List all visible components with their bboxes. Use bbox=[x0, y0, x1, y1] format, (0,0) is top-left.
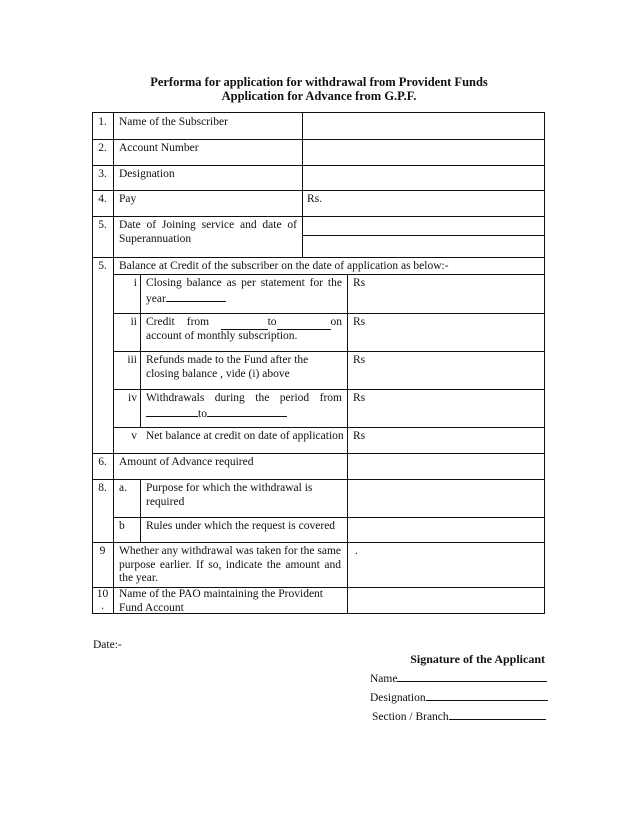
row-number: 4. bbox=[98, 193, 107, 205]
roman-numeral: iii bbox=[127, 354, 137, 366]
rule bbox=[92, 112, 545, 113]
blank-line bbox=[146, 406, 198, 417]
rule bbox=[113, 389, 545, 390]
row-number: 9 bbox=[99, 545, 106, 557]
row-number: 2. bbox=[98, 142, 107, 154]
sub-key: a. bbox=[119, 482, 127, 494]
application-form-table bbox=[92, 112, 545, 614]
name-blank-line[interactable] bbox=[397, 671, 547, 682]
refunds-label: Refunds made to the Fund after the closing balance , vide (i) above bbox=[146, 354, 309, 380]
row-number-suffix: . bbox=[101, 600, 104, 612]
row-number: 5. bbox=[98, 219, 107, 231]
sub-key: b bbox=[119, 520, 125, 532]
rule bbox=[92, 479, 545, 480]
name-label: Name bbox=[370, 673, 398, 685]
rule bbox=[140, 274, 141, 427]
pao-label: Name of the PAO maintaining the Provident Fund Account bbox=[119, 588, 323, 614]
designation-field bbox=[370, 690, 548, 704]
rule bbox=[113, 274, 545, 275]
designation-label: Designation bbox=[119, 168, 175, 180]
date-label: Date:- bbox=[93, 639, 122, 651]
label-text: account of monthly subscription. bbox=[146, 329, 298, 342]
rule bbox=[92, 542, 545, 543]
rule bbox=[92, 112, 93, 614]
advance-amount-label: Amount of Advance required bbox=[119, 456, 254, 468]
name-field bbox=[370, 671, 547, 685]
balance-label: Balance at Credit of the subscriber on the date of application as below:- bbox=[119, 260, 449, 272]
credit-line bbox=[146, 316, 342, 330]
account-number-label: Account Number bbox=[119, 142, 199, 154]
label-text: year bbox=[146, 292, 166, 305]
label-text: on bbox=[330, 316, 342, 328]
label-text: from bbox=[186, 316, 210, 328]
refunds-value: Rs bbox=[353, 354, 366, 366]
roman-numeral: v bbox=[131, 430, 137, 442]
withdrawals-label bbox=[146, 392, 342, 421]
pay-label: Pay bbox=[119, 193, 137, 205]
roman-numeral: iv bbox=[128, 392, 137, 404]
rule bbox=[544, 112, 545, 614]
label-text: to bbox=[198, 407, 207, 420]
joining-date-label: Date of Joining service and date of Superannuation bbox=[119, 219, 297, 245]
form-title: Performa for application for withdrawal from Provident Funds bbox=[150, 75, 488, 89]
rule bbox=[347, 274, 348, 613]
row-number: 6. bbox=[98, 456, 107, 468]
designation-blank-line[interactable] bbox=[426, 690, 548, 701]
credit-label bbox=[146, 316, 342, 343]
designation-label: Designation bbox=[370, 692, 426, 704]
form-subtitle: Application for Advance from G.P.F. bbox=[221, 89, 417, 103]
rules-label: Rules under which the request is covered bbox=[146, 520, 336, 532]
credit-value: Rs bbox=[353, 316, 366, 328]
previous-withdrawal-value: . bbox=[355, 545, 358, 557]
roman-numeral: ii bbox=[130, 316, 137, 328]
closing-balance-label bbox=[146, 277, 342, 306]
section-field bbox=[372, 709, 546, 723]
rule bbox=[113, 427, 545, 428]
signature-label: Signature of the Applicant bbox=[410, 652, 545, 666]
withdrawals-value: Rs bbox=[353, 392, 366, 404]
rule bbox=[302, 112, 303, 257]
rule bbox=[302, 235, 545, 236]
roman-numeral: i bbox=[133, 277, 137, 289]
rule bbox=[140, 479, 141, 542]
rule bbox=[92, 165, 545, 166]
blank-line bbox=[166, 291, 226, 302]
row-number: 5. bbox=[98, 260, 107, 272]
purpose-label: Purpose for which the withdrawal is required bbox=[146, 482, 313, 508]
rule bbox=[92, 453, 545, 454]
blank-line bbox=[221, 319, 268, 330]
section-label: Section / Branch bbox=[372, 711, 449, 723]
pay-value: Rs. bbox=[307, 193, 323, 205]
row-number: 3. bbox=[98, 168, 107, 180]
rule bbox=[92, 216, 545, 217]
row-number: 10 bbox=[96, 588, 109, 600]
row-number: 8. bbox=[98, 482, 107, 494]
rule bbox=[113, 313, 545, 314]
row-number: 1. bbox=[98, 116, 107, 128]
net-balance-label: Net balance at credit on date of application bbox=[146, 430, 344, 442]
label-text: Withdrawals during the period from bbox=[146, 392, 342, 404]
label-text: Credit bbox=[146, 316, 175, 328]
section-blank-line[interactable] bbox=[449, 709, 546, 720]
rule bbox=[92, 139, 545, 140]
closing-balance-value: Rs bbox=[353, 277, 366, 289]
blank-line bbox=[277, 319, 331, 330]
label-text: Closing balance as per statement for the bbox=[146, 277, 342, 289]
rule bbox=[113, 517, 545, 518]
rule bbox=[92, 190, 545, 191]
rule bbox=[113, 351, 545, 352]
net-balance-value: Rs bbox=[353, 430, 366, 442]
subscriber-name-label: Name of the Subscriber bbox=[119, 116, 228, 128]
rule bbox=[92, 257, 545, 258]
label-text: to bbox=[267, 316, 277, 328]
previous-withdrawal-label: Whether any withdrawal was taken for the same purpose earlier. If so, indicate the amount and the year. bbox=[119, 545, 341, 584]
blank-line bbox=[207, 406, 287, 417]
